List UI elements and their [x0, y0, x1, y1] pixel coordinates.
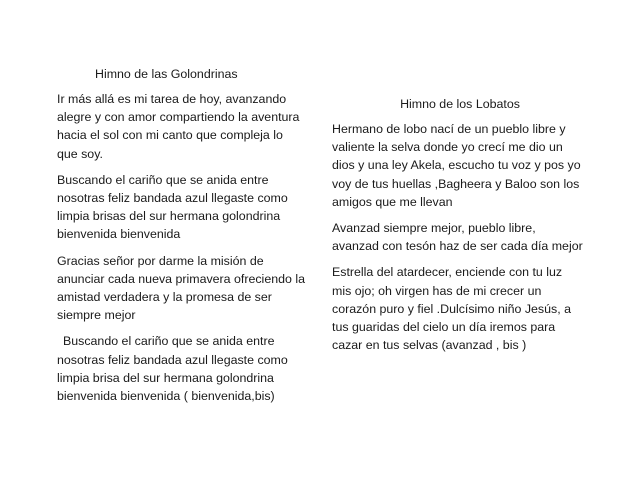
- golondrinas-title: Himno de las Golondrinas: [95, 67, 238, 81]
- golondrinas-stanza-1: Ir más allá es mi tarea de hoy, avanzando alegre y con amor compartiendo la aventura hacia el sol con mi canto que compleja lo que soy.: [57, 92, 300, 161]
- golondrinas-stanza-4: Buscando el cariño que se anida entre nosotras feliz bandada azul llegaste como limpia brisa del sur hermana golondrina bienvenida bienvenida ( bienvenida,bis): [57, 334, 288, 404]
- golondrinas-column: [57, 66, 307, 413]
- lobatos-stanza-3: Estrella del atardecer, enciende con tu luz mis ojo; oh virgen has de mi crecer un corazón puro y fiel .Dulcísimo niño Jesús, a tus guaridas del cielo un día iremos para cazar en tus selvas (avanzad , bis ): [332, 265, 571, 353]
- golondrinas-stanza-2: Buscando el cariño que se anida entre nosotras feliz bandada azul llegaste como limpia brisas del sur hermana golondrina bienvenida bienvenida: [57, 172, 288, 242]
- lobatos-stanza-2: Avanzad siempre mejor, pueblo libre, avanzad con tesón haz de ser cada día mejor: [332, 221, 583, 254]
- golondrinas-stanza-3: Gracias señor por darme la misión de anunciar cada nueva primavera ofreciendo la amistad verdadera y la promesa de ser siempre mejor: [57, 253, 305, 323]
- lobatos-column: [332, 96, 584, 362]
- lobatos-stanza-1: Hermano de lobo nací de un pueblo libre y valiente la selva donde yo crecí me dio un dios y una ley Akela, escucho tu voz y pos yo voy de tus huellas ,Bagheera y Baloo son los amigos que me llevan: [332, 122, 581, 209]
- lobatos-title: Himno de los Lobatos: [400, 97, 520, 111]
